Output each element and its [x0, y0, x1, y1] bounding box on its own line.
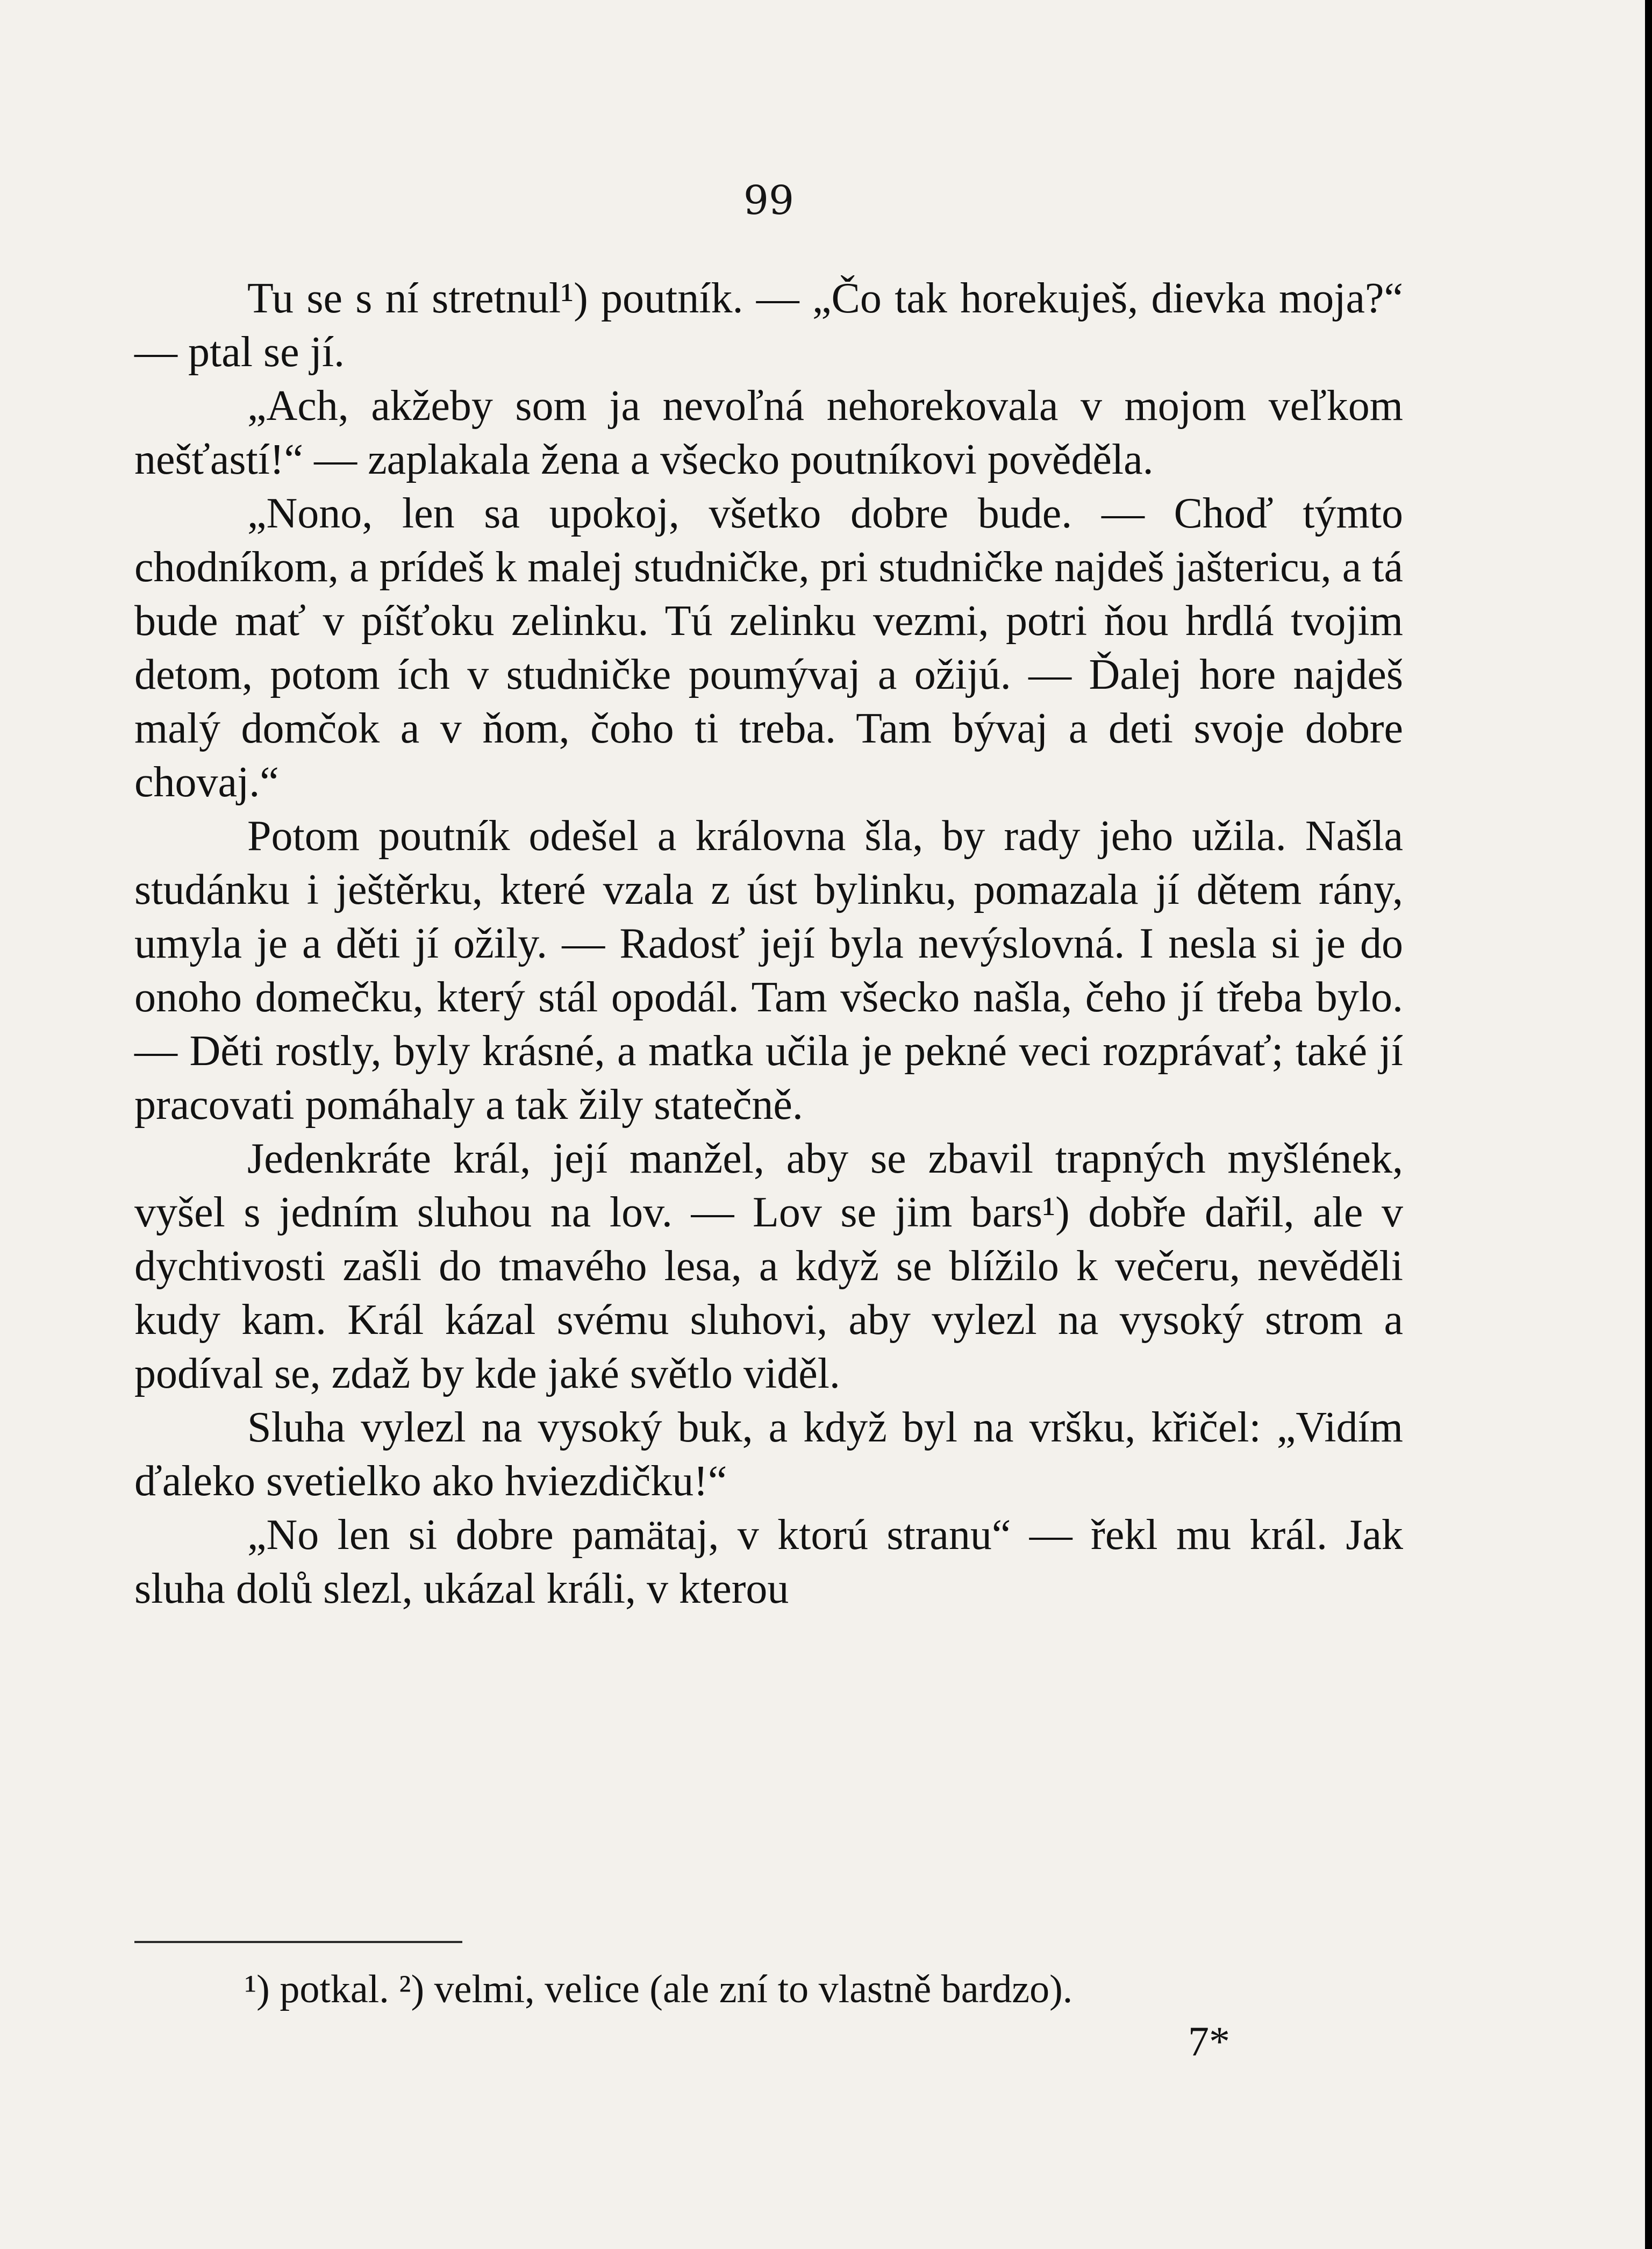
paragraph: Potom poutník odešel a královna šla, by rady jeho užila. Našla studánku i ještěrku, které vzala z úst bylinku, pomazala jí dětem rány, umyla je a děti jí ožily. — Radosť její byla nevýslovná. I nesla si je do onoho domečku, který stál opodál. Tam všecko našla, čeho jí třeba bylo. — Děti rostly, byly krásné, a matka učila je pekné veci rozprávať; také jí pracovati pomáhaly a tak žily statečně. — [134, 812, 1403, 1129]
paragraph: Jedenkráte král, její manžel, aby se zbavil trapných myšlének, vyšel s jedním sluhou na lov. — Lov se jim bars¹) dobře dařil, ale v dychtivosti zašli do tmavého lesa, a když se blížilo k večeru, nevěděli kudy kam. Král kázal svému sluhovi, aby vylezl na vysoký strom a podíval se, zdaž by kde jaké světlo viděl. — [134, 1135, 1403, 1397]
footnote: ¹) potkal. ²) velmi, velice (ale zní to vlastně bardzo). — [245, 1967, 1073, 2011]
paragraph: „No len si dobre pamätaj, v ktorú stranu“ — řekl mu král. Jak sluha dolů slezl, ukázal králi, v kterou — [134, 1511, 1403, 1612]
signature-mark: 7* — [1188, 2018, 1230, 2065]
paragraph: „Nono, len sa upokoj, všetko dobre bude. — Choď týmto chodníkom, a prídeš k malej studničke, pri studničke najdeš jaštericu, a tá bude mať v píšťoku zelinku. Tú zelinku vezmi, potri ňou hrdlá tvojim detom, potom ích v studničke poumývaj a ožijú. — Ďalej hore najdeš malý domčok a v ňom, čoho ti treba. Tam bývaj a deti svoje dobre chovaj.“ — [134, 490, 1403, 806]
body-text — [134, 272, 1403, 1616]
paragraph: Sluha vylezl na vysoký buk, a když byl na vršku, křičel: „Vidím ďaleko svetielko ako hviezdičku!“ — [134, 1404, 1403, 1505]
footnote-divider — [134, 1941, 462, 1943]
page-number: 99 — [743, 177, 795, 224]
paragraph: Tu se s ní stretnul¹) poutník. — „Čo tak horekuješ, dievka moja?“ — ptal se jí. — [134, 275, 1403, 376]
paragraph: „Ach, akžeby som ja nevoľná nehorekovala v mojom veľkom nešťastí!“ — zaplakala žena a všecko poutníkovi pověděla. — [134, 382, 1403, 483]
